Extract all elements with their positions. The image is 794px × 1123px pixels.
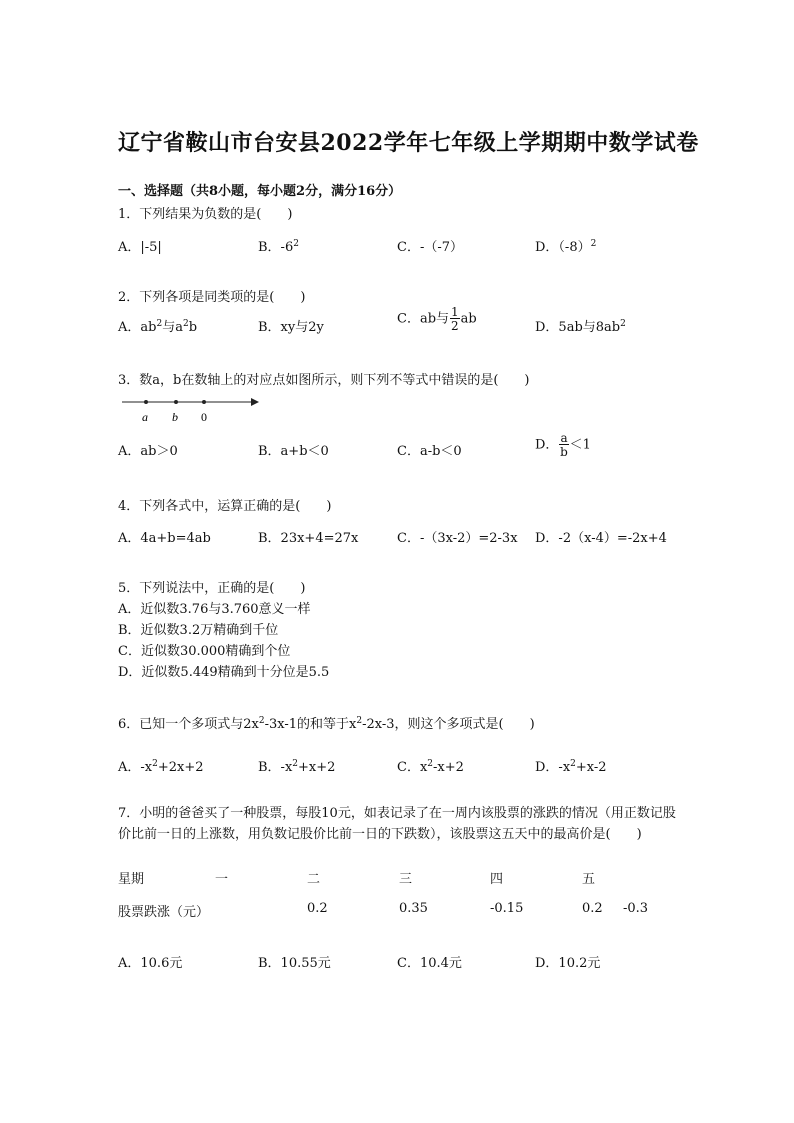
question-2-stem: 2．下列各项是同类项的是( ) — [118, 290, 306, 305]
q7-option-d: D．10.2元 — [535, 956, 601, 971]
table-cell: 0.35 — [399, 901, 428, 916]
q6-option-a: A．$-x^2+2x+2$ — [118, 759, 204, 775]
q6-option-d: D．$-x^2+x-2$ — [535, 759, 607, 775]
question-1-stem: 1．下列结果为负数的是( ) — [118, 207, 293, 222]
q5-option-d: D．近似数5.449精确到十分位是5.5 — [118, 665, 330, 680]
q3-option-c: C．a-b＜0 — [397, 444, 462, 459]
table-cell: -0.15 — [490, 901, 524, 916]
table-cell: -0.3 — [623, 901, 649, 916]
question-4-stem: 4．下列各式中，运算正确的是( ) — [118, 499, 332, 514]
question-5-stem: 5．下列说法中，正确的是( ) — [118, 581, 306, 596]
table-header-fri: 五 — [582, 872, 596, 887]
label-b: b — [172, 410, 178, 424]
q1-option-d: D．$(-8)^2$ — [535, 239, 597, 255]
q1-option-b: B．$-6^2$ — [258, 239, 299, 255]
q5-option-a: A．近似数3.76与3.760意义一样 — [118, 602, 311, 617]
table-cell: 0.2 — [582, 901, 603, 916]
q5-option-b: B．近似数3.2万精确到千位 — [118, 623, 279, 638]
q7-option-c: C．10.4元 — [397, 956, 462, 971]
point-b — [174, 400, 178, 404]
table-cell: 0.2 — [307, 901, 328, 916]
q3-option-a: A．ab＞0 — [118, 444, 178, 459]
section-heading: 一、选择题（共8小题，每小题2分，满分16分） — [118, 184, 402, 199]
q3-option-d: D． $\frac{a}{b}$ ＜1 — [535, 431, 591, 459]
q2-option-a: A．$ab^2$与$a^2b$ — [118, 319, 198, 335]
table-header-wed: 三 — [399, 872, 413, 887]
q4-option-d: D．-2（x-4）=-2x+4 — [535, 531, 667, 546]
label-zero: 0 — [201, 410, 207, 424]
q6-option-c: C．$x^2-x+2$ — [397, 759, 464, 775]
question-7-stem: 7．小明的爸爸买了一种股票，每股10元，如表记录了在一周内该股票的涨跌的情况（用正数记股价比前一日的上涨数，用负数记股价比前一日的下跌数），该股票这五天中的最高价是( ) — [118, 806, 676, 842]
q3-option-b: B．a+b＜0 — [258, 444, 329, 459]
fraction-a-over-b: $\frac{a}{b}$ — [560, 431, 568, 459]
table-header-thu: 四 — [490, 872, 504, 887]
number-line-diagram — [118, 390, 263, 426]
q2-option-b: B．xy与2y — [258, 320, 324, 335]
number-line-arrow — [251, 398, 259, 406]
page-title: 辽宁省鞍山市台安县2022学年七年级上学期期中数学试卷 — [118, 130, 699, 156]
table-row-label: 股票跌涨（元） — [118, 905, 210, 920]
q1-option-a: A．|-5| — [118, 240, 162, 255]
q4-option-b: B．23x+4=27x — [258, 531, 359, 546]
q5-option-c: C．近似数30.000精确到个位 — [118, 644, 291, 659]
table-header-mon: 一 — [215, 872, 229, 887]
question-6-stem: 6．已知一个多项式与$2x^2-3x-1$的和等于$x^2-2x-3$，则这个多项式是( ) — [118, 716, 535, 732]
q1-option-c: C．-（-7） — [397, 240, 464, 255]
table-header-tue: 二 — [307, 872, 321, 887]
q2-option-c: C．ab与 $\frac{1}{2}$ ab — [397, 305, 477, 333]
label-a: a — [142, 410, 148, 424]
q2-option-d: D．5ab与$8ab^2$ — [535, 319, 626, 335]
q6-option-b: B．$-x^2+x+2$ — [258, 759, 336, 775]
fraction-half: $\frac{1}{2}$ — [451, 305, 459, 333]
question-3-stem: 3．数a，b在数轴上的对应点如图所示，则下列不等式中错误的是( ) — [118, 373, 530, 388]
q4-option-a: A．4a+b=4ab — [118, 531, 211, 546]
point-a — [144, 400, 148, 404]
q7-option-a: A．10.6元 — [118, 956, 183, 971]
point-zero — [202, 400, 206, 404]
q7-option-b: B．10.55元 — [258, 956, 331, 971]
table-header-weekday: 星期 — [118, 872, 145, 887]
q4-option-c: C．-（3x-2）=2-3x — [397, 531, 518, 546]
